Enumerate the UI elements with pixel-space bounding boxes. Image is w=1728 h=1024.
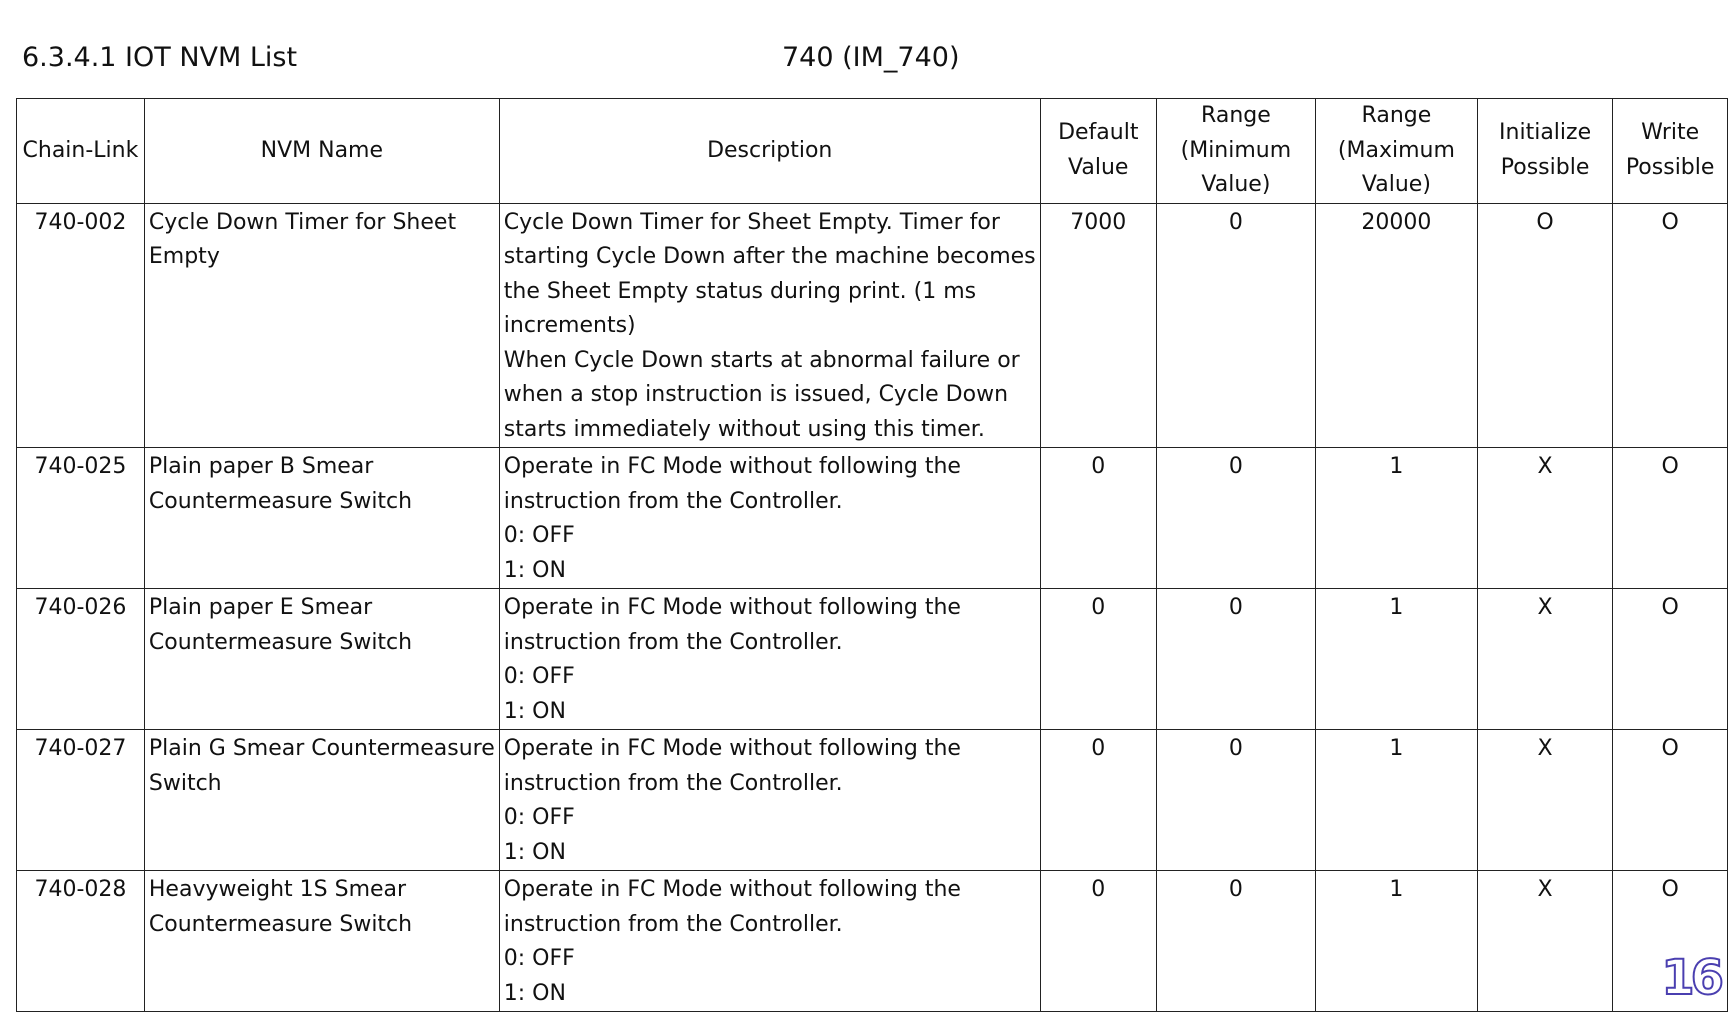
cell-default-value: 0 bbox=[1040, 448, 1156, 589]
page-heading bbox=[22, 38, 1712, 78]
cell-chain-link: 740-002 bbox=[17, 203, 145, 448]
cell-description: Operate in FC Mode without following the instruction from the Controller. 0: OFF 1: ON bbox=[499, 589, 1040, 730]
cell-range-max: 1 bbox=[1315, 589, 1477, 730]
cell-initialize-possible: X bbox=[1477, 589, 1612, 730]
header-write-possible: Write Possible bbox=[1613, 99, 1728, 204]
cell-initialize-possible: X bbox=[1477, 871, 1612, 1012]
table-row bbox=[17, 730, 1728, 871]
cell-default-value: 0 bbox=[1040, 589, 1156, 730]
cell-range-min: 0 bbox=[1156, 203, 1315, 448]
cell-write-possible: O bbox=[1613, 448, 1728, 589]
cell-description: Cycle Down Timer for Sheet Empty. Timer for starting Cycle Down after the machine becomes the Sheet Empty status during print. (1 ms increments) When Cycle Down starts at abnormal failure or when a stop instruction is issued, Cycle Down starts immediately without using this timer. bbox=[499, 203, 1040, 448]
table-body bbox=[17, 203, 1728, 1012]
header-row bbox=[17, 99, 1728, 204]
cell-nvm-name: Plain G Smear Countermeasure Switch bbox=[144, 730, 499, 871]
cell-default-value: 0 bbox=[1040, 871, 1156, 1012]
cell-range-min: 0 bbox=[1156, 448, 1315, 589]
table-row bbox=[17, 589, 1728, 730]
cell-nvm-name: Plain paper E Smear Countermeasure Switch bbox=[144, 589, 499, 730]
cell-default-value: 0 bbox=[1040, 730, 1156, 871]
cell-initialize-possible: X bbox=[1477, 730, 1612, 871]
cell-initialize-possible: O bbox=[1477, 203, 1612, 448]
header-nvm-name: NVM Name bbox=[144, 99, 499, 204]
header-default-value: Default Value bbox=[1040, 99, 1156, 204]
cell-range-max: 1 bbox=[1315, 871, 1477, 1012]
table-row bbox=[17, 203, 1728, 448]
page-number: 16 bbox=[1661, 950, 1720, 1006]
cell-description: Operate in FC Mode without following the instruction from the Controller. 0: OFF 1: ON bbox=[499, 448, 1040, 589]
cell-range-max: 20000 bbox=[1315, 203, 1477, 448]
section-title: 6.3.4.1 IOT NVM List bbox=[22, 42, 298, 73]
cell-write-possible: O bbox=[1613, 203, 1728, 448]
cell-initialize-possible: X bbox=[1477, 448, 1612, 589]
cell-description: Operate in FC Mode without following the instruction from the Controller. 0: OFF 1: ON bbox=[499, 730, 1040, 871]
header-range-min: Range (Minimum Value) bbox=[1156, 99, 1315, 204]
cell-nvm-name: Heavyweight 1S Smear Countermeasure Switch bbox=[144, 871, 499, 1012]
cell-range-max: 1 bbox=[1315, 730, 1477, 871]
cell-nvm-name: Plain paper B Smear Countermeasure Switch bbox=[144, 448, 499, 589]
table-row bbox=[17, 871, 1728, 1012]
cell-default-value: 7000 bbox=[1040, 203, 1156, 448]
cell-write-possible: O bbox=[1613, 589, 1728, 730]
page-reference: 740 (IM_740) bbox=[782, 42, 960, 73]
cell-range-min: 0 bbox=[1156, 730, 1315, 871]
header-range-max: Range (Maximum Value) bbox=[1315, 99, 1477, 204]
header-chain-link: Chain-Link bbox=[17, 99, 145, 204]
cell-chain-link: 740-027 bbox=[17, 730, 145, 871]
cell-chain-link: 740-026 bbox=[17, 589, 145, 730]
cell-write-possible: O bbox=[1613, 730, 1728, 871]
header-initialize-possible: Initialize Possible bbox=[1477, 99, 1612, 204]
cell-write-possible: O bbox=[1613, 871, 1728, 1012]
nvm-list-table bbox=[16, 98, 1728, 1012]
cell-range-max: 1 bbox=[1315, 448, 1477, 589]
cell-chain-link: 740-025 bbox=[17, 448, 145, 589]
cell-chain-link: 740-028 bbox=[17, 871, 145, 1012]
cell-description: Operate in FC Mode without following the instruction from the Controller. 0: OFF 1: ON bbox=[499, 871, 1040, 1012]
cell-range-min: 0 bbox=[1156, 589, 1315, 730]
header-description: Description bbox=[499, 99, 1040, 204]
cell-nvm-name: Cycle Down Timer for Sheet Empty bbox=[144, 203, 499, 448]
cell-range-min: 0 bbox=[1156, 871, 1315, 1012]
table-header bbox=[17, 99, 1728, 204]
table-row bbox=[17, 448, 1728, 589]
